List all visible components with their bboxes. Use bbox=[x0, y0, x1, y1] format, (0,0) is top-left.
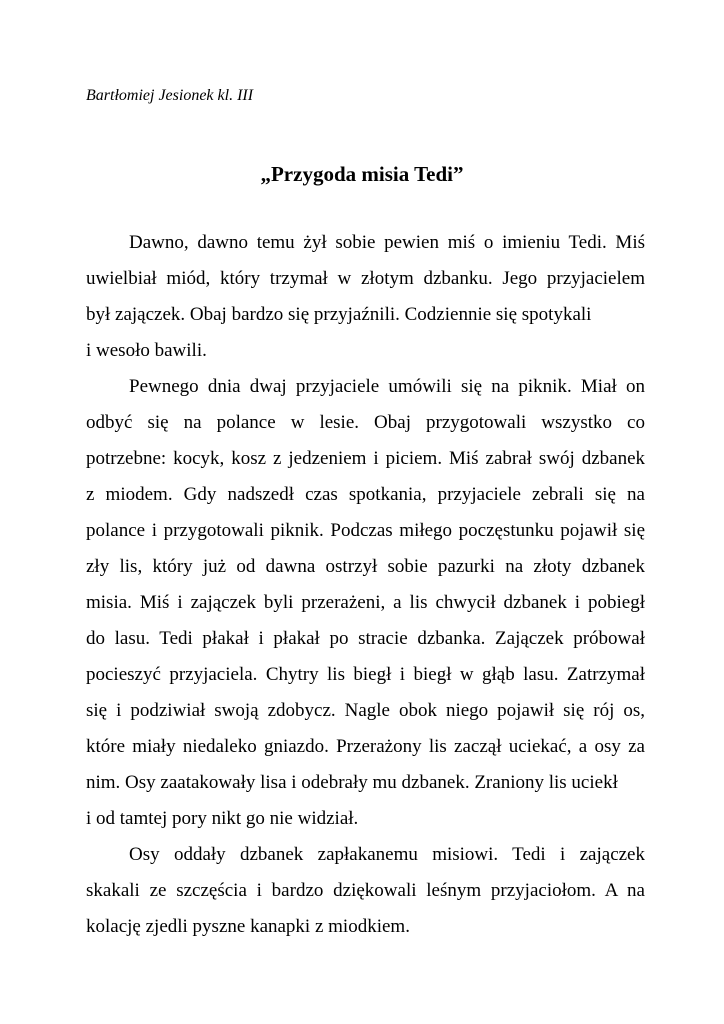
text-line-2: uwielbiał miód, który trzymał w złotym dzbanku. Jego przyjacielem bbox=[86, 268, 645, 289]
text-line-15: które miały niedaleko gniazdo. Przerażony lis zaczął uciekać, a osy za bbox=[86, 736, 645, 757]
text-line-19: skakali ze szczęścia i bardzo dziękowali leśnym przyjaciołom. A na bbox=[86, 880, 645, 901]
text-line-8: z miodem. Gdy nadszedł czas spotkania, przyjaciele zebrali się na bbox=[86, 484, 645, 505]
text-line-7: potrzebne: kocyk, kosz z jedzeniem i piciem. Miś zabrał swój dzbanek bbox=[86, 448, 645, 469]
text-line-11: misia. Miś i zajączek byli przerażeni, a lis chwycił dzbanek i pobiegł bbox=[86, 592, 645, 613]
text-line-9: polance i przygotowali piknik. Podczas miłego poczęstunku pojawił się bbox=[86, 520, 645, 541]
text-line-16: nim. Osy zaatakowały lisa i odebrały mu dzbanek. Zraniony lis uciekł bbox=[86, 772, 618, 793]
text-line-20: kolację zjedli pyszne kanapki z miodkiem. bbox=[86, 916, 410, 937]
text-line-1: Dawno, dawno temu żył sobie pewien miś o imieniu Tedi. Miś bbox=[129, 232, 645, 253]
text-line-10: zły lis, który już od dawna ostrzył sobie pazurki na złoty dzbanek bbox=[86, 556, 645, 577]
text-line-18: Osy oddały dzbanek zapłakanemu misiowi. Tedi i zajączek bbox=[129, 844, 645, 865]
text-line-6: odbyć się na polance w lesie. Obaj przygotowali wszystko co bbox=[86, 412, 645, 433]
text-line-3: był zajączek. Obaj bardzo się przyjaźnili. Codziennie się spotykali bbox=[86, 304, 592, 325]
text-line-14: się i podziwiał swoją zdobycz. Nagle obok niego pojawił się rój os, bbox=[86, 700, 645, 721]
author-line: Bartłomiej Jesionek kl. III bbox=[86, 87, 254, 104]
text-line-5: Pewnego dnia dwaj przyjaciele umówili się na piknik. Miał on bbox=[129, 376, 645, 397]
story-title: „Przygoda misia Tedi” bbox=[260, 162, 464, 186]
story-body bbox=[86, 225, 645, 945]
text-line-17: i od tamtej pory nikt go nie widział. bbox=[86, 808, 359, 829]
text-line-13: pocieszyć przyjaciela. Chytry lis biegł i biegł w głąb lasu. Zatrzymał bbox=[86, 664, 645, 685]
text-line-12: do lasu. Tedi płakał i płakał po stracie dzbanka. Zajączek próbował bbox=[86, 628, 645, 649]
text-line-4: i wesoło bawili. bbox=[86, 340, 207, 361]
